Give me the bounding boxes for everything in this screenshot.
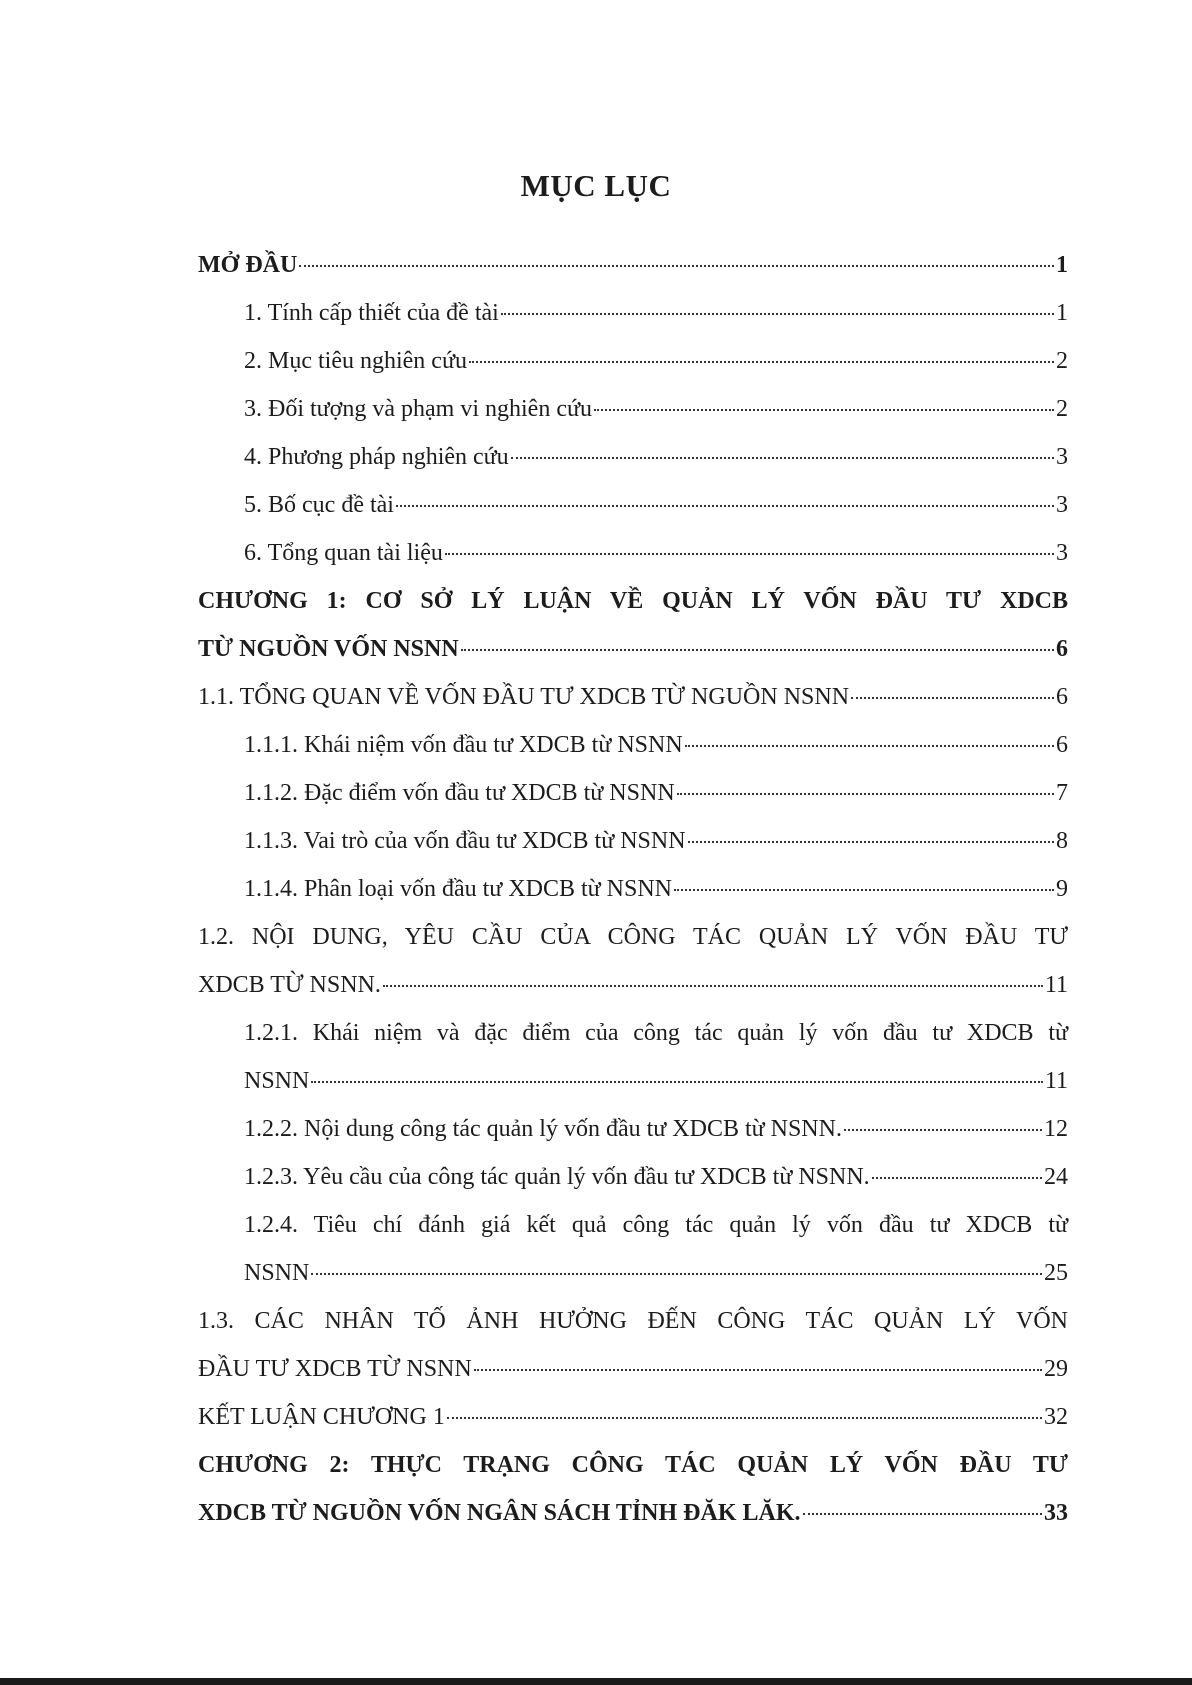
toc-entry-label: 1.3. CÁC NHÂN TỐ ẢNH HƯỞNG ĐẾN CÔNG TÁC QUẢN LÝ VỐN — [198, 1308, 1068, 1334]
toc-entry-line-2[interactable] — [198, 625, 1068, 673]
toc-page-number: 2 — [1056, 396, 1068, 422]
toc-entry[interactable] — [198, 337, 1068, 385]
dot-leader — [511, 457, 1054, 459]
toc-entry-label: CHƯƠNG 2: THỰC TRẠNG CÔNG TÁC QUẢN LÝ VỐN ĐẦU TƯ — [198, 1452, 1068, 1478]
toc-page-number: 9 — [1056, 876, 1068, 902]
toc-entry-label: 3. Đối tượng và phạm vi nghiên cứu — [244, 396, 592, 422]
toc-entry[interactable] — [198, 817, 1068, 865]
page-title: MỤC LỤC — [520, 168, 672, 203]
toc-entry-label: 1.1.1. Khái niệm vốn đầu tư XDCB từ NSNN — [244, 732, 683, 758]
toc-page-number: 6 — [1056, 732, 1068, 758]
toc-entry[interactable] — [198, 529, 1068, 577]
toc-page-number: 1 — [1056, 252, 1068, 278]
dot-leader — [299, 265, 1054, 267]
toc-entry-label: XDCB TỪ NGUỒN VỐN NGÂN SÁCH TỈNH ĐĂK LĂK. — [198, 1500, 801, 1526]
toc-entry-label: 1.1.4. Phân loại vốn đầu tư XDCB từ NSNN — [244, 876, 673, 902]
dot-leader — [501, 313, 1054, 315]
toc-entry-label: 1.2.1. Khái niệm và đặc điểm của công tác quản lý vốn đầu tư XDCB từ — [244, 1020, 1068, 1046]
toc-entry-label: 1.1.2. Đặc điểm vốn đầu tư XDCB từ NSNN — [244, 780, 675, 806]
toc-page-number: 6 — [1056, 636, 1068, 662]
toc-entry-label: 1.2.2. Nội dung công tác quản lý vốn đầu tư XDCB từ NSNN. — [244, 1116, 842, 1142]
toc-page-number: 2 — [1056, 348, 1068, 374]
toc-entry[interactable] — [198, 385, 1068, 433]
toc-entry[interactable] — [198, 433, 1068, 481]
dot-leader — [311, 1081, 1043, 1083]
dot-leader — [594, 409, 1054, 411]
toc-page-number: 1 — [1056, 300, 1068, 326]
toc-page-number: 8 — [1056, 828, 1068, 854]
dot-leader — [447, 1417, 1042, 1419]
toc-entry-label: 1. Tính cấp thiết của đề tài — [244, 300, 499, 326]
dot-leader — [677, 793, 1054, 795]
toc-page-number: 11 — [1044, 1068, 1068, 1094]
toc-entry-label: 1.2. NỘI DUNG, YÊU CẦU CỦA CÔNG TÁC QUẢN LÝ VỐN ĐẦU TƯ — [198, 924, 1068, 950]
dot-leader — [474, 1369, 1042, 1371]
toc-entry-label: 2. Mục tiêu nghiên cứu — [244, 348, 467, 374]
toc-entry-label: 6. Tổng quan tài liệu — [244, 540, 443, 566]
toc-entry[interactable] — [198, 481, 1068, 529]
dot-leader — [844, 1129, 1042, 1131]
dot-leader — [674, 889, 1054, 891]
dot-leader — [851, 697, 1054, 699]
toc-entry-line-1[interactable] — [198, 1441, 1068, 1489]
dot-leader — [445, 553, 1054, 555]
dot-leader — [872, 1177, 1042, 1179]
dot-leader — [396, 505, 1054, 507]
toc-entry-line-2[interactable] — [198, 1345, 1068, 1393]
toc-entry-label: 5. Bố cục đề tài — [244, 492, 394, 518]
toc-page-number: 32 — [1044, 1404, 1068, 1430]
toc-page-number: 3 — [1056, 540, 1068, 566]
toc-entry[interactable] — [198, 1105, 1068, 1153]
toc-entry-label: 4. Phương pháp nghiên cứu — [244, 444, 509, 470]
toc-entry-line-1[interactable] — [198, 913, 1068, 961]
dot-leader — [461, 649, 1054, 651]
toc-entry-line-1[interactable] — [198, 577, 1068, 625]
toc-page-number: 3 — [1056, 492, 1068, 518]
toc-entry-line-2[interactable] — [198, 961, 1068, 1009]
toc-entry[interactable] — [198, 721, 1068, 769]
toc-entry-label: NSNN — [244, 1260, 310, 1286]
toc-page-number: 33 — [1044, 1500, 1068, 1526]
toc-page-number: 7 — [1056, 780, 1068, 806]
dot-leader — [685, 745, 1054, 747]
toc-entry-label: CHƯƠNG 1: CƠ SỞ LÝ LUẬN VỀ QUẢN LÝ VỐN ĐẦU TƯ XDCB — [198, 588, 1068, 614]
toc-entry[interactable] — [198, 241, 1068, 289]
toc-entry-label: NSNN — [244, 1068, 310, 1094]
toc-entry-label: MỞ ĐẦU — [198, 252, 298, 278]
toc-entry[interactable] — [198, 769, 1068, 817]
toc-page-number: 3 — [1056, 444, 1068, 470]
toc-page-number: 25 — [1044, 1260, 1068, 1286]
toc-entry-label: 1.2.3. Yêu cầu của công tác quản lý vốn đầu tư XDCB từ NSNN. — [244, 1164, 870, 1190]
toc-entry-line-2[interactable] — [198, 1489, 1068, 1537]
toc-page-number: 12 — [1044, 1116, 1068, 1142]
toc-page-number: 24 — [1044, 1164, 1068, 1190]
toc-entry[interactable] — [198, 1153, 1068, 1201]
toc-entry[interactable] — [198, 289, 1068, 337]
toc-entry-label: 1.2.4. Tiêu chí đánh giá kết quả công tác quản lý vốn đầu tư XDCB từ — [244, 1212, 1068, 1238]
toc-entry[interactable] — [198, 865, 1068, 913]
toc-entry-line-1[interactable] — [198, 1297, 1068, 1345]
toc-entry-line-1[interactable] — [198, 1009, 1068, 1057]
toc-page-number: 11 — [1044, 972, 1068, 998]
toc-entry-label: 1.1. TỔNG QUAN VỀ VỐN ĐẦU TƯ XDCB TỪ NGUỒN NSNN — [198, 684, 850, 710]
toc-entry-label: KẾT LUẬN CHƯƠNG 1 — [198, 1404, 445, 1430]
toc-page-number: 29 — [1044, 1356, 1068, 1382]
dot-leader — [688, 841, 1054, 843]
toc-page-number: 6 — [1056, 684, 1068, 710]
toc-entry[interactable] — [198, 673, 1068, 721]
toc-entry-line-2[interactable] — [198, 1249, 1068, 1297]
toc-entry[interactable] — [198, 1393, 1068, 1441]
dot-leader — [469, 361, 1054, 363]
table-of-contents — [198, 241, 1068, 1537]
toc-entry-label: ĐẦU TƯ XDCB TỪ NSNN — [198, 1356, 472, 1382]
dot-leader — [803, 1513, 1042, 1515]
toc-entry-line-2[interactable] — [198, 1057, 1068, 1105]
dot-leader — [383, 985, 1043, 987]
toc-entry-label: TỪ NGUỒN VỐN NSNN — [198, 636, 459, 662]
toc-entry-label: 1.1.3. Vai trò của vốn đầu tư XDCB từ NSNN — [244, 828, 686, 854]
dot-leader — [311, 1273, 1042, 1275]
toc-entry-label: XDCB TỪ NSNN. — [198, 972, 381, 998]
bottom-edge-bar — [0, 1678, 1192, 1685]
toc-entry-line-1[interactable] — [198, 1201, 1068, 1249]
